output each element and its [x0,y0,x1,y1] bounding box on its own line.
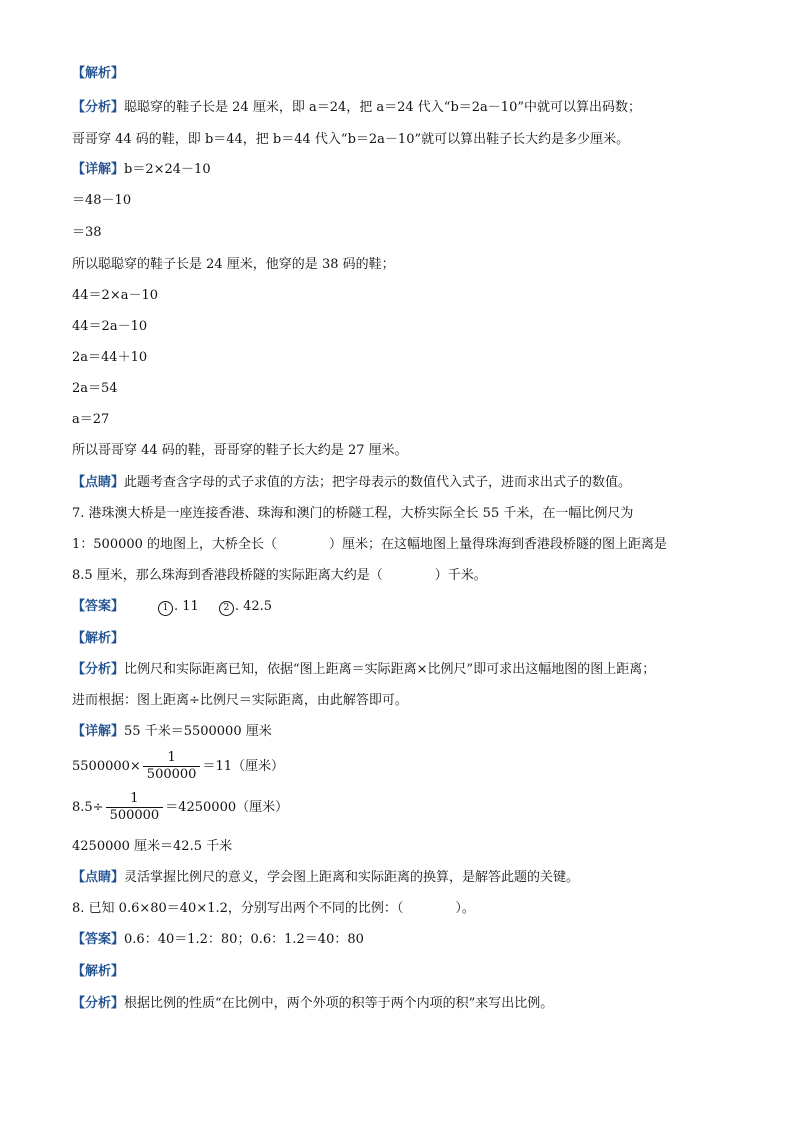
fraction-denominator: 500000 [143,766,201,783]
text: 8.5 厘米，那么珠海到香港段桥隧的实际距离大约是（ ）千米。 [72,568,487,583]
fraction-numerator: 1 [130,791,139,806]
detail-7-line-4 [72,838,232,856]
text: 进而根据：图上距离÷比例尺＝实际距离，由此解答即可。 [72,693,408,708]
text: 55 千米＝5500000 厘米 [124,724,272,739]
analysis-7-line-1 [72,661,655,679]
tag-jiexi: 【解析】 [72,631,125,646]
text: 7. 港珠澳大桥是一座连接香港、珠海和澳门的桥隧工程，大桥实际全长 55 千米，在一幅比例尺为 [72,506,634,521]
tag-fenxi: 【分析】 [72,996,125,1011]
detail-7-line-1 [72,723,272,741]
answer-8-line [72,931,364,949]
text: 2a＝54 [72,381,118,396]
answer-7-line [72,598,272,616]
text: 44＝2a－10 [72,319,148,334]
comment-7-line [72,869,579,887]
text: 1：500000 的地图上，大桥全长（ ）厘米；在这幅地图上量得珠海到香港段桥隧的图上距离是 [72,537,668,552]
detail-line-7 [72,349,147,367]
text: b＝2×24－10 [124,162,211,177]
question-8-line [72,900,475,918]
detail-7-line-3 [72,791,288,825]
tag-jiexi: 【解析】 [72,964,125,979]
detail-line-9 [72,411,109,429]
detail-line-3 [72,224,102,242]
text: 哥哥穿 44 码的鞋，即 b＝44，把 b＝44 代入“b＝2a－10”就可以算出鞋子长大约是多少厘米。 [72,132,630,147]
tag-jiexi: 【解析】 [72,66,125,81]
text: a＝27 [72,412,110,427]
tag-xiangjie: 【详解】 [72,724,125,739]
text: 此题考查含字母的式子求值的方法；把字母表示的数值代入式子，进而求出式子的数值。 [124,475,632,490]
text: 所以哥哥穿 44 码的鞋，哥哥穿的鞋子长大约是 27 厘米。 [72,443,408,458]
text: ＝11（厘米） [202,759,284,774]
tag-daan: 【答案】 [72,599,125,614]
text: 聪聪穿的鞋子长是 24 厘米，即 a＝24，把 a＝24 代入“b＝2a－10”中就可以算出码数； [124,100,641,115]
detail-line-6 [72,318,147,336]
text: 比例尺和实际距离已知，依据“图上距离＝实际距离×比例尺”即可求出这幅地图的图上距离； [124,662,656,677]
analysis-line-1 [72,99,641,117]
comment-line [72,474,631,492]
fraction-denominator: 500000 [106,807,164,824]
fraction [106,791,164,824]
tag-fenxi: 【分析】 [72,100,125,115]
tag-daan: 【答案】 [72,932,125,947]
section-label-jiexi-7 [72,630,124,648]
text: ＝48－10 [72,193,132,208]
tag-xiangjie: 【详解】 [72,162,125,177]
detail-line-1 [72,161,211,179]
analysis-line-2 [72,131,629,149]
tag-dianjing: 【点睛】 [72,475,125,490]
detail-line-8 [72,380,118,398]
detail-7-line-2 [72,750,284,784]
circled-number-2: 2 [219,601,234,616]
answer-value-2: . 42.5 [234,599,273,614]
fraction-numerator: 1 [167,750,176,765]
detail-line-10 [72,442,408,460]
tag-dianjing: 【点睛】 [72,870,125,885]
question-7-line-3 [72,567,487,585]
detail-line-2 [72,192,131,210]
section-label-jiexi-8 [72,963,124,981]
section-label-jiexi [72,65,124,83]
text: ＝38 [72,225,102,240]
text: 根据比例的性质“在比例中，两个外项的积等于两个内项的积”来写出比例。 [124,996,554,1011]
tag-fenxi: 【分析】 [72,662,125,677]
text: 灵活掌握比例尺的意义，学会图上距离和实际距离的换算，是解答此题的关键。 [124,870,580,885]
text: 44＝2×a－10 [72,288,158,303]
text: 2a＝44＋10 [72,350,148,365]
detail-line-4 [72,256,395,274]
circled-number-1: 1 [158,601,173,616]
question-7-line-2 [72,536,667,554]
answer-value-1: . 11 [174,599,199,614]
question-7-line-1 [72,505,633,523]
answer-value: 0.6：40＝1.2：80；0.6：1.2＝40：80 [124,932,364,947]
fraction [143,750,201,783]
analysis-8-line [72,995,553,1013]
text: ＝4250000（厘米） [165,800,289,815]
detail-line-5 [72,287,158,305]
text: 所以聪聪穿的鞋子长是 24 厘米，他穿的是 38 码的鞋； [72,257,395,272]
text: 5500000× [72,759,141,774]
text: 8. 已知 0.6×80＝40×1.2，分别写出两个不同的比例：（ ）。 [72,901,475,916]
text: 4250000 厘米＝42.5 千米 [72,839,233,854]
analysis-7-line-2 [72,692,408,710]
text: 8.5÷ [72,800,104,815]
